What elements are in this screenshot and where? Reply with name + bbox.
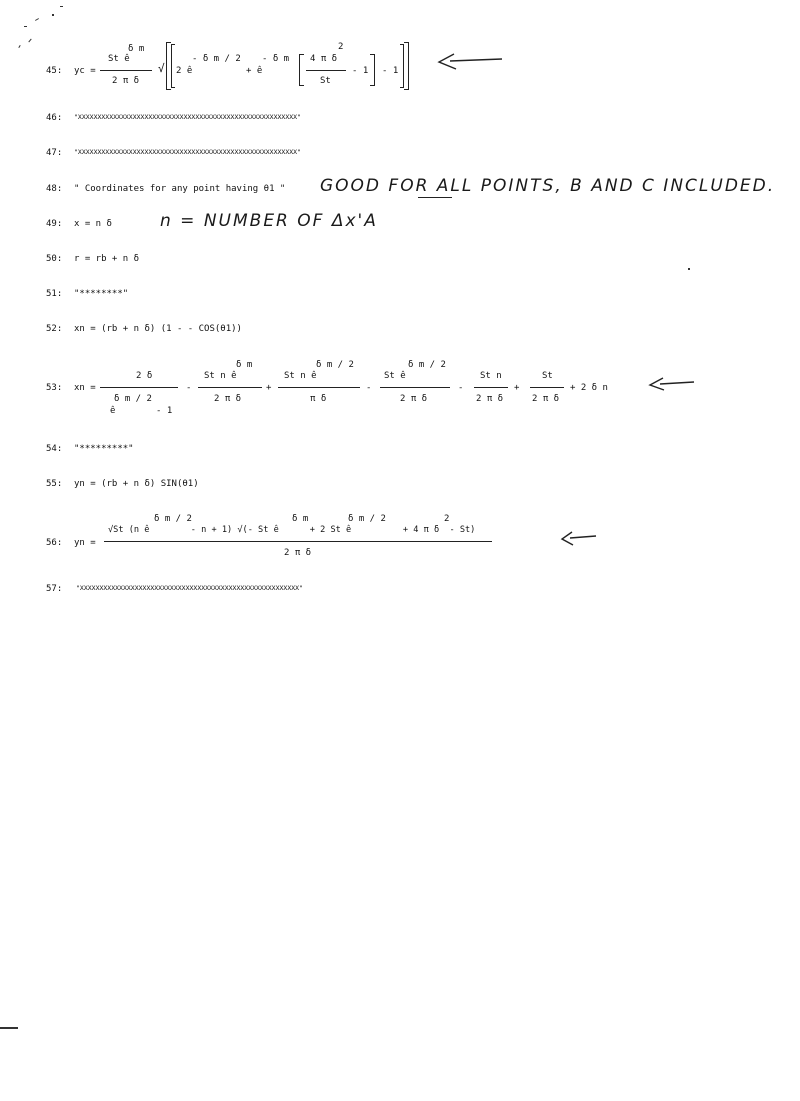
fraction-denominator: 2 π δ bbox=[214, 394, 242, 404]
exponent: δ m / 2 bbox=[408, 360, 446, 370]
fraction-bar bbox=[530, 387, 564, 388]
fraction-denominator: 2 π δ bbox=[400, 394, 428, 404]
exponent: - δ m / 2 bbox=[192, 54, 241, 64]
line-number: 50: bbox=[46, 254, 63, 264]
line-number: 45: bbox=[46, 66, 63, 76]
handwritten-underline bbox=[418, 197, 452, 198]
inner-numerator: 4 π δ bbox=[310, 54, 338, 64]
inner-bracket-right bbox=[370, 54, 375, 86]
two-e-term: 2 ê bbox=[176, 66, 193, 76]
scan-speck bbox=[28, 39, 31, 43]
equation: x = n δ bbox=[74, 219, 112, 229]
scan-speck bbox=[60, 6, 63, 7]
fraction-numerator: St n ê bbox=[284, 371, 317, 381]
fraction-denominator: π δ bbox=[310, 394, 327, 404]
scan-speck bbox=[0, 1027, 18, 1029]
equation-tail: + 2 δ n bbox=[570, 383, 608, 393]
minus-one: - 1 bbox=[382, 66, 399, 76]
fraction-numerator: St ê bbox=[108, 54, 130, 64]
scan-speck bbox=[35, 18, 39, 21]
outer-bracket-right-outer bbox=[404, 42, 409, 90]
fraction-denominator: 2 π δ bbox=[284, 548, 312, 558]
operator: - bbox=[186, 383, 192, 393]
fraction-numerator: St bbox=[542, 371, 553, 381]
fraction-bar bbox=[278, 387, 360, 388]
fraction-denominator: 2 π δ bbox=[476, 394, 504, 404]
line-number: 52: bbox=[46, 324, 63, 334]
inner-bracket-left bbox=[299, 54, 304, 86]
exponent: 2 bbox=[444, 514, 450, 524]
handwritten-note: GOOD FOR ALL POINTS, B AND C INCLUDED. bbox=[320, 176, 776, 196]
exponent: δ m / 2 bbox=[316, 360, 354, 370]
line-number: 49: bbox=[46, 219, 63, 229]
outer-bracket-left-inner bbox=[171, 44, 175, 88]
exponent: δ m bbox=[236, 360, 253, 370]
plus-e-term: + ê bbox=[246, 66, 263, 76]
fraction-denominator: 2 π δ bbox=[112, 76, 140, 86]
exponent: δ m / 2 bbox=[154, 514, 192, 524]
separator-string: "********" bbox=[74, 289, 129, 299]
equation-lhs: xn = bbox=[74, 383, 96, 393]
scan-speck bbox=[688, 268, 690, 270]
operator: + bbox=[514, 383, 520, 393]
fraction-bar bbox=[474, 387, 508, 388]
exponent: δ m bbox=[292, 514, 309, 524]
minus-one: - 1 bbox=[352, 66, 369, 76]
operator: - bbox=[458, 383, 464, 393]
scan-speck bbox=[24, 26, 27, 27]
fraction-bar bbox=[198, 387, 262, 388]
scan-speck bbox=[52, 14, 54, 16]
inner-exponent: 2 bbox=[338, 42, 344, 52]
line-number: 54: bbox=[46, 444, 63, 454]
separator-string: "XXXXXXXXXXXXXXXXXXXXXXXXXXXXXXXXXXXXXXXXXXXXXXXXXXXXXXXX" bbox=[74, 148, 301, 156]
exponent: - δ m bbox=[262, 54, 290, 64]
line-number: 55: bbox=[46, 479, 63, 489]
operator: + bbox=[266, 383, 272, 393]
fraction-numerator: 2 δ bbox=[136, 371, 153, 381]
equation-lhs: yn = bbox=[74, 538, 96, 548]
line-number: 48: bbox=[46, 184, 63, 194]
line-number: 47: bbox=[46, 148, 63, 158]
exponent: δ m / 2 bbox=[114, 394, 152, 404]
fraction-numerator: St n bbox=[480, 371, 502, 381]
inner-denominator: St bbox=[320, 76, 331, 86]
separator-string: "XXXXXXXXXXXXXXXXXXXXXXXXXXXXXXXXXXXXXXXXXXXXXXXXXXXXXXXX" bbox=[76, 584, 303, 592]
fraction-numerator: St n ê bbox=[204, 371, 237, 381]
separator-string: "*********" bbox=[74, 444, 134, 454]
line-number: 46: bbox=[46, 113, 63, 123]
exponent: δ m bbox=[128, 44, 145, 54]
fraction-bar bbox=[100, 70, 152, 71]
handwritten-arrow-icon bbox=[648, 375, 698, 393]
equation: xn = (rb + n δ) (1 - - COS(θ1)) bbox=[74, 324, 242, 334]
equation: yn = (rb + n δ) SIN(θ1) bbox=[74, 479, 199, 489]
line-number: 57: bbox=[46, 584, 63, 594]
fraction-denominator: 2 π δ bbox=[532, 394, 560, 404]
scan-speck bbox=[18, 45, 20, 48]
line-number: 53: bbox=[46, 383, 63, 393]
operator: - bbox=[366, 383, 372, 393]
fraction-bar bbox=[104, 541, 492, 542]
equation: r = rb + n δ bbox=[74, 254, 140, 264]
line-number: 51: bbox=[46, 289, 63, 299]
line-number: 56: bbox=[46, 538, 63, 548]
handwritten-arrow-icon bbox=[436, 52, 506, 72]
separator-string: "XXXXXXXXXXXXXXXXXXXXXXXXXXXXXXXXXXXXXXXXXXXXXXXXXXXXXXXX" bbox=[74, 113, 301, 121]
handwritten-arrow-icon bbox=[560, 530, 600, 548]
sqrt-symbol: √ bbox=[158, 62, 165, 75]
fraction-denominator: ê bbox=[110, 406, 116, 416]
comment-string: " Coordinates for any point having θ1 " bbox=[74, 184, 286, 194]
equation-lhs: yc = bbox=[74, 66, 96, 76]
fraction-numerator: √St (n ê - n + 1) √(- St ê + 2 St ê + 4 π δ - St) bbox=[108, 525, 476, 535]
handwritten-note: n = NUMBER OF Δx'A bbox=[160, 211, 378, 231]
fraction-numerator: St ê bbox=[384, 371, 406, 381]
exponent: δ m / 2 bbox=[348, 514, 386, 524]
fraction-bar bbox=[306, 70, 346, 71]
fraction-denominator: - 1 bbox=[156, 406, 173, 416]
fraction-bar bbox=[380, 387, 450, 388]
fraction-bar bbox=[100, 387, 178, 388]
